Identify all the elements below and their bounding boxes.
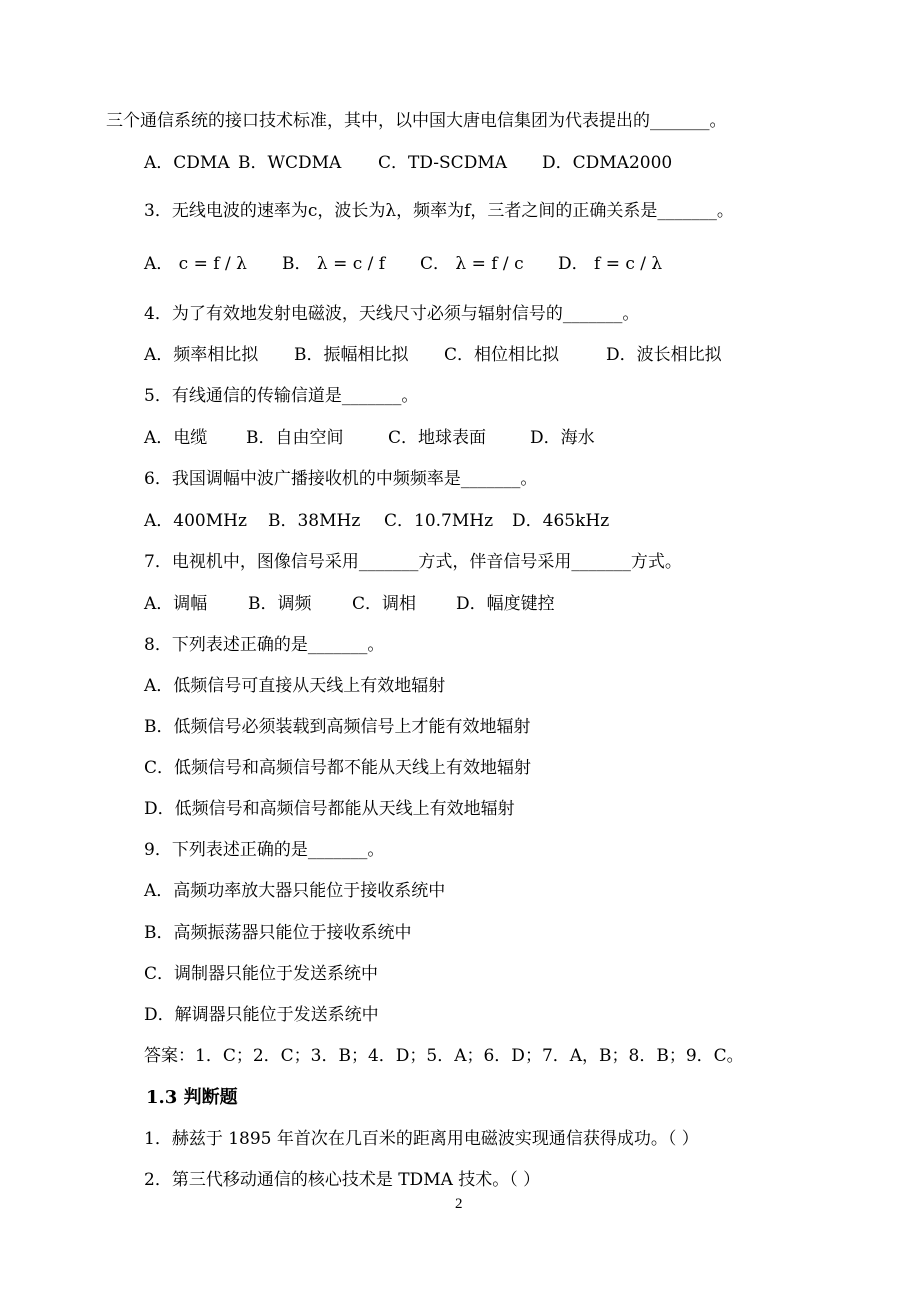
- q6-option-b: B．38MHz: [268, 511, 361, 531]
- q6-option-d: D．465kHz: [512, 511, 610, 531]
- question-8: 8．下列表述正确的是_______。: [144, 635, 385, 655]
- q5-option-c: C．地球表面: [388, 428, 487, 448]
- q7-option-b: B．调频: [248, 594, 312, 614]
- q5-option-d: D．海水: [530, 428, 595, 448]
- question-6-options: [144, 510, 609, 532]
- section-heading: 1.3 判断题: [146, 1087, 238, 1108]
- question-3: 3．无线电波的速率为c，波长为λ，频率为f，三者之间的正确关系是_______。: [144, 201, 734, 221]
- q4-option-a: A．频率相比拟: [144, 345, 259, 365]
- true-false-question-2: 2．第三代移动通信的核心技术是 TDMA 技术。（ ）: [144, 1170, 541, 1190]
- q7-option-c: C．调相: [352, 594, 417, 614]
- q4-option-b: B．振幅相比拟: [294, 345, 409, 365]
- q3-option-c: C． λ = f / c: [420, 254, 524, 274]
- q2-option-b: B．WCDMA: [238, 153, 342, 173]
- q7-option-a: A．调幅: [144, 594, 208, 614]
- q3-option-b: B． λ = c / f: [282, 254, 386, 274]
- q5-option-b: B．自由空间: [246, 428, 344, 448]
- q2-option-d: D．CDMA2000: [542, 153, 673, 173]
- question-2-stem-tail: 三个通信系统的接口技术标准，其中，以中国大唐电信集团为代表提出的_______。: [106, 111, 727, 131]
- q2-option-c: C．TD-SCDMA: [378, 153, 508, 173]
- answer-key: 答案：1．C；2．C；3．B；4．D；5．A；6．D；7．A，B；8．B；9．C。: [144, 1046, 744, 1066]
- q2-option-a: A．CDMA: [144, 153, 230, 173]
- page-number: 2: [455, 1196, 463, 1212]
- question-7-options: [144, 593, 555, 615]
- true-false-question-1: 1．赫兹于 1895 年首次在几百米的距离用电磁波实现通信获得成功。（ ）: [144, 1129, 699, 1149]
- q3-option-d: D． f = c / λ: [558, 254, 663, 274]
- q8-option-d: D．低频信号和高频信号都能从天线上有效地辐射: [144, 799, 515, 819]
- question-4-options: [144, 344, 722, 366]
- question-9: 9．下列表述正确的是_______。: [144, 840, 385, 860]
- question-3-options: [144, 253, 662, 275]
- question-6: 6．我国调幅中波广播接收机的中频频率是_______。: [144, 469, 538, 489]
- q4-option-c: C．相位相比拟: [444, 345, 560, 365]
- q3-option-a: A． c = f / λ: [144, 254, 247, 274]
- q4-option-d: D．波长相比拟: [606, 345, 722, 365]
- q6-option-c: C．10.7MHz: [384, 511, 494, 531]
- question-5-options: [144, 427, 595, 449]
- question-4: 4．为了有效地发射电磁波，天线尺寸必须与辐射信号的_______。: [144, 304, 640, 324]
- q7-option-d: D．幅度键控: [456, 594, 555, 614]
- q9-option-c: C．调制器只能位于发送系统中: [144, 964, 379, 984]
- q9-option-b: B．高频振荡器只能位于接收系统中: [144, 923, 412, 943]
- q5-option-a: A．电缆: [144, 428, 208, 448]
- q8-option-a: A．低频信号可直接从天线上有效地辐射: [144, 676, 446, 696]
- q8-option-b: B．低频信号必须装载到高频信号上才能有效地辐射: [144, 717, 531, 737]
- q9-option-a: A．高频功率放大器只能位于接收系统中: [144, 881, 446, 901]
- question-2-options: [144, 152, 672, 174]
- q9-option-d: D．解调器只能位于发送系统中: [144, 1005, 379, 1025]
- q8-option-c: C．低频信号和高频信号都不能从天线上有效地辐射: [144, 758, 532, 778]
- q6-option-a: A．400MHz: [144, 511, 247, 531]
- question-5: 5．有线通信的传输信道是_______。: [144, 386, 419, 406]
- question-7: 7．电视机中，图像信号采用_______方式，伴音信号采用_______方式。: [144, 552, 682, 572]
